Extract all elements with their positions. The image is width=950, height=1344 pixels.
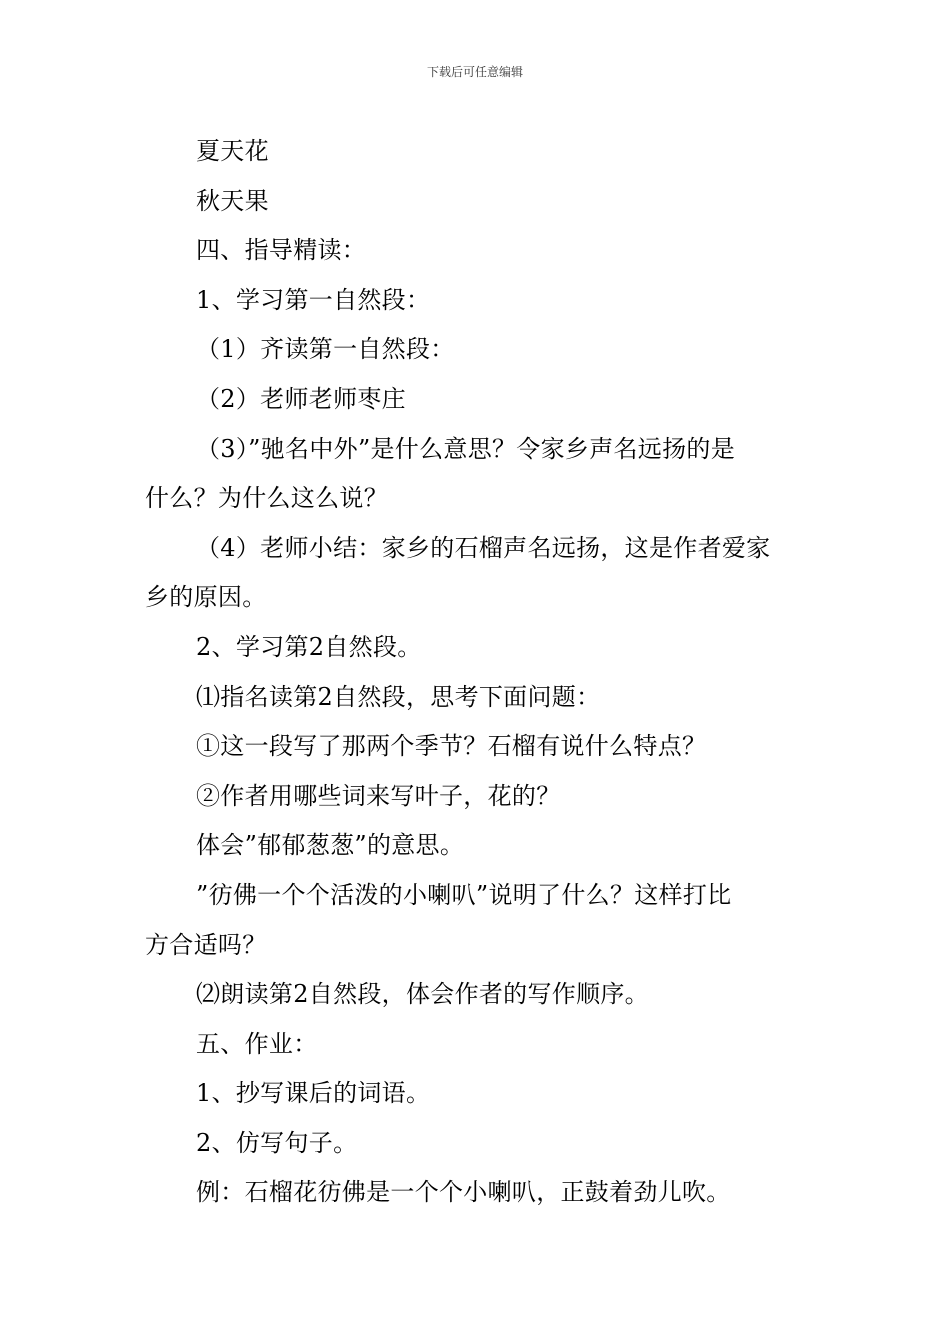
text-line: ⑵朗读第2自然段，体会作者的写作顺序。 — [196, 980, 649, 1009]
text-line: （2）老师老师枣庄 — [196, 384, 406, 413]
text-line: 1、抄写课后的词语。 — [196, 1079, 431, 1108]
text-line: 什么？为什么这么说？ — [145, 484, 388, 513]
text-line: 体会”郁郁葱葱”的意思。 — [196, 831, 465, 860]
text-line: 例：石榴花彷佛是一个个小喇叭，正鼓着劲儿吹。 — [196, 1178, 731, 1207]
text-line: ②作者用哪些词来写叶子，花的？ — [196, 781, 561, 810]
text-line: 2、学习第2自然段。 — [196, 632, 422, 661]
text-line: ”彷佛一个个活泼的小喇叭”说明了什么？这样打比 — [196, 880, 732, 909]
text-line: （3）”驰名中外”是什么意思？令家乡声名远扬的是 — [196, 434, 736, 463]
document-body — [145, 127, 807, 1218]
text-line: ⑴指名读第2自然段，思考下面问题： — [196, 682, 601, 711]
text-line: 秋天果 — [196, 186, 269, 215]
text-line: （4）老师小结：家乡的石榴声名远扬，这是作者爱家 — [196, 533, 771, 562]
text-line: 2、仿写句子。 — [196, 1128, 358, 1157]
text-line: 乡的原因。 — [145, 583, 267, 612]
text-line: ①这一段写了那两个季节？石榴有说什么特点？ — [196, 732, 707, 761]
section-heading: 四、指导精读： — [196, 236, 367, 265]
text-line: 夏天花 — [196, 137, 269, 165]
text-line: （1）齐读第一自然段： — [196, 335, 455, 364]
text-line: 1、学习第一自然段： — [196, 285, 431, 314]
section-heading: 五、作业： — [196, 1029, 318, 1058]
page-header: 下载后可任意编辑 — [426, 65, 523, 79]
text-line: 方合适吗？ — [145, 930, 267, 959]
